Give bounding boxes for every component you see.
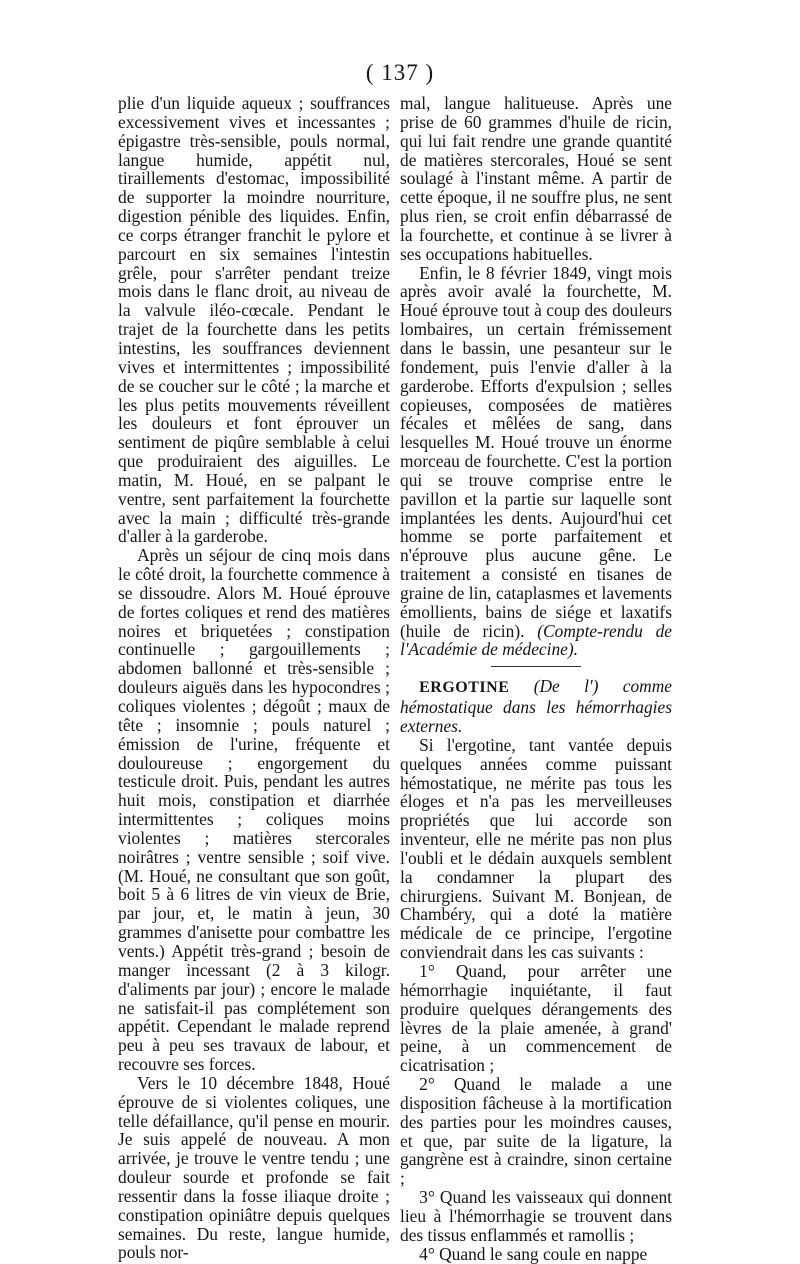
right-column — [400, 94, 672, 1263]
list-item: 3° Quand les vaisseaux qui donnent lieu à l'hémorrhagie se trouvent dans des tissus enflammés et ramollis ; — [400, 1187, 672, 1245]
heading-subtitle: (De l') comme hémostatique dans les hémorrhagies externes. — [400, 676, 672, 736]
page-number: ( 137 ) — [365, 60, 435, 85]
section-heading — [400, 677, 672, 736]
section-divider — [491, 666, 581, 667]
list-item: 4° Quand le sang coule en nappe — [419, 1243, 648, 1264]
paragraph: Après un séjour de cinq mois dans le côté droit, la fourchette commence à se dissoudre. Alors M. Houé éprouve de fortes coliques et rend des matières noires et briquetées ; constipation continuelle ; gargouillements ; abdomen ballonné et très-sensible ; douleurs aiguës dans les hypocondres ; coliques violentes ; dégoût ; maux de tête ; insomnie ; pouls naturel ; émission de l'urine, fréquente et douloureuse ; engorgement du testicule droit. Puis, pendant les autres huit mois, constipation et diarrhée intermittentes ; coliques moins violentes ; matières stercorales noirâtres ; ventre sensible ; soif vive. (M. Houé, ne consultant que son goût, boit 5 à 6 litres de vin vieux de Brie, par jour, et, le matin à jeun, 30 grammes d'anisette pour combattre les vents.) Appétit très-grand ; besoin de manger incessant (2 à 3 kilogr. d'aliments par jour) ; encore le malade ne satisfait-il pas complétement son appétit. Cependant le malade reprend peu à peu ses travaux de labour, et recouvre ses forces. — [118, 545, 390, 1075]
paragraph: Vers le 10 décembre 1848, Houé éprouve de si violentes coliques, une telle défaillance, qu'il pense en mourir. Je suis appelé de nouveau. A mon arrivée, je trouve le ventre tendu ; une douleur sourde et profonde se fait ressentir dans la fosse iliaque droite ; constipation opiniâtre depuis quelques semaines. Du reste, langue humide, pouls nor- — [118, 1072, 390, 1263]
list-item: 1° Quand, pour arrêter une hémorrhagie inquiétante, il faut produire quelques dérangements des lèvres de la plaie amenée, à grand' peine, à un commencement de cicatrisation ; — [400, 960, 672, 1076]
paragraph: mal, langue halitueuse. Après une prise de 60 grammes d'huile de ricin, qui lui fait rendre une grande quantité de matières stercorales, Houé se sent soulagé à l'instant même. A partir de cette époque, il ne souffre plus, ne sent plus rien, se croit enfin débarrassé de la fourchette, et continue à se livrer à ses occupations habituelles. — [400, 93, 672, 264]
paragraph: plie d'un liquide aqueux ; souffrances excessivement vives et incessantes ; épigastre très-sensible, pouls normal, langue humide, appétit nul, tiraillements d'estomac, impossibilité de supporter la moindre nourriture, digestion pénible des liquides. Enfin, ce corps étranger franchit le pylore et parcourt en six semaines l'intestin grêle, pour s'arrêter pendant treize mois dans le flanc droit, au niveau de la valvule iléo-cœcale. Pendant le trajet de la fourchette dans les petits intestins, les souffrances deviennent vives et intermittentes ; impossibilité de se coucher sur le côté ; la marche et les plus petits mouvements réveillent les douleurs et font éprouver un sentiment de piqûre semblable à celui que produiraient des aiguilles. Le matin, M. Houé, en se palpant le ventre, sent parfaitement la fourchette avec la main ; difficulté très-grande d'aller à la garderobe. — [118, 93, 390, 547]
source-citation: (Compte-rendu de l'Académie de médecine). — [400, 620, 672, 660]
list-item: 2° Quand le malade a une disposition fâcheuse à la mortification des parties pour les moindres causes, et que, par suite de la ligature, la gangrène est à craindre, sinon certaine ; — [400, 1074, 672, 1189]
paragraph: Si l'ergotine, tant vantée depuis quelques années comme puissant hémostatique, ne mérite pas tous les éloges et n'a pas les merveilleuses propriétés que lui accorde son inventeur, elle ne mérite pas non plus l'oubli et le dédain auxquels semblent la condamner la plupart des chirurgiens. Suivant M. Bonjean, de Chambéry, qui a doté la matière médicale de ce principe, l'ergotine conviendrait dans les cas suivants : — [400, 734, 672, 963]
left-column — [118, 94, 390, 1262]
paragraph — [400, 264, 672, 660]
heading-keyword: ERGOTINE — [419, 679, 510, 697]
paragraph-text: Enfin, le 8 février 1849, vingt mois après avoir avalé la fourchette, M. Houé éprouve tout à coup des douleurs lombaires, un certain frémissement dans le bassin, une pesanteur sur le fondement, puis l'envie d'aller à la garderobe. Efforts d'expulsion ; selles copieuses, composées de matières fécales et mêlées de sang, dans lesquelles M. Houé trouve un énorme morceau de fourchette. C'est la portion qui se trouve comprise entre le pavillon et la partie sur laquelle sont implantées les dents. Aujourd'hui cet homme se porte parfaitement et n'éprouve plus aucune gêne. Le traitement a consisté en tisanes de graine de lin, cataplasmes et lavements émollients, bains de siége et laxatifs (huile de ricin). — [400, 262, 672, 641]
